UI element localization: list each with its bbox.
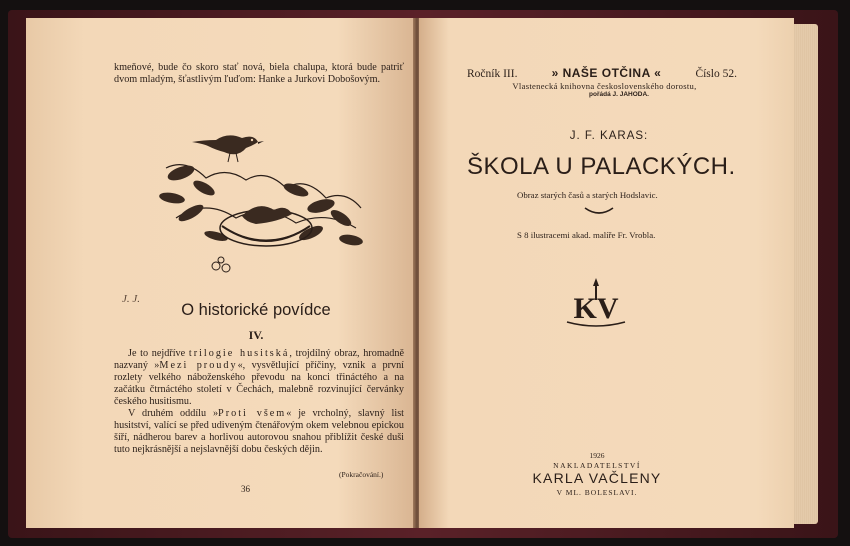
page-edges	[794, 24, 818, 524]
para1-start: Je to nejdříve	[128, 348, 189, 359]
logo-lettering: KV	[573, 292, 619, 325]
volume-label: Ročník III.	[467, 68, 518, 80]
illustrations-credit: S 8 ilustracemi akad. malíře Fr. Vrobla.	[517, 230, 656, 240]
chapter-body	[114, 348, 404, 456]
series-name: » NAŠE OTČINA «	[551, 66, 662, 80]
paragraph-2	[114, 408, 404, 456]
left-page-top-text: kmeňové, bude čo skoro stať nová, biela chalupa, ktorá bude patriť dvom mladým, šťastlivým ľuďom: Hanke a Jurkovi Dobošovým.	[114, 62, 404, 85]
ornament-swash	[584, 204, 614, 216]
para2-end: « je vrcholný, slavný list husitství, valící se před udiveným čtenářovým okem velebnou epickou šíří, nádherou barev a horlivou autorovou snahou přiblížit české duši tuto nejkrásnější a nejslavnější dobu českých dějin.	[114, 408, 404, 455]
publisher-label: NAKLADATELSTVÍ	[553, 461, 641, 470]
para1-emphasis-2: Mezi proudy	[159, 360, 238, 371]
publisher-name: KARLA VAČLENY	[532, 470, 662, 486]
issue-label: Číslo 52.	[695, 68, 737, 80]
book-subtitle: Obraz starých časů a starých Hodslavic.	[517, 190, 658, 200]
signature: J. J.	[122, 293, 141, 305]
publisher-logo	[557, 272, 635, 334]
publication-year: 1926	[589, 451, 605, 460]
para2-start: V druhém oddílu »	[128, 408, 219, 419]
para1-end: «, vysvětlující příčiny, vznik a první rozlety velkého náboženského převodu na konci třináctého a na začátku čtrnáctého století v Čechách, malebně rozvinující červánky českého husitismu.	[114, 360, 404, 407]
para1-emphasis-1: trilogie husitská	[188, 348, 290, 359]
publication-place: V ML. BOLESLAVI.	[556, 488, 638, 497]
series-header	[467, 66, 737, 80]
para1-mid: , trojdílný obraz, hromadně nazvaný »	[114, 348, 404, 371]
chapter-number: IV.	[248, 328, 264, 342]
book-title: ŠKOLA U PALACKÝCH.	[467, 153, 736, 180]
chapter-title: O historické povídce	[181, 301, 331, 319]
right-page	[419, 18, 794, 528]
para2-emphasis: Proti všem	[218, 408, 287, 419]
author-name: J. F. KARAS:	[569, 130, 649, 142]
paragraph-1	[114, 348, 404, 408]
series-subtitle: Vlastenecká knihovna československého dorostu,	[512, 81, 697, 91]
page-number: 36	[241, 484, 250, 494]
continued-note: (Pokračování.)	[339, 470, 384, 479]
left-page	[26, 18, 415, 528]
bird-nest-illustration	[146, 118, 376, 278]
series-editor: pořádá J. JAHODA.	[589, 91, 649, 98]
